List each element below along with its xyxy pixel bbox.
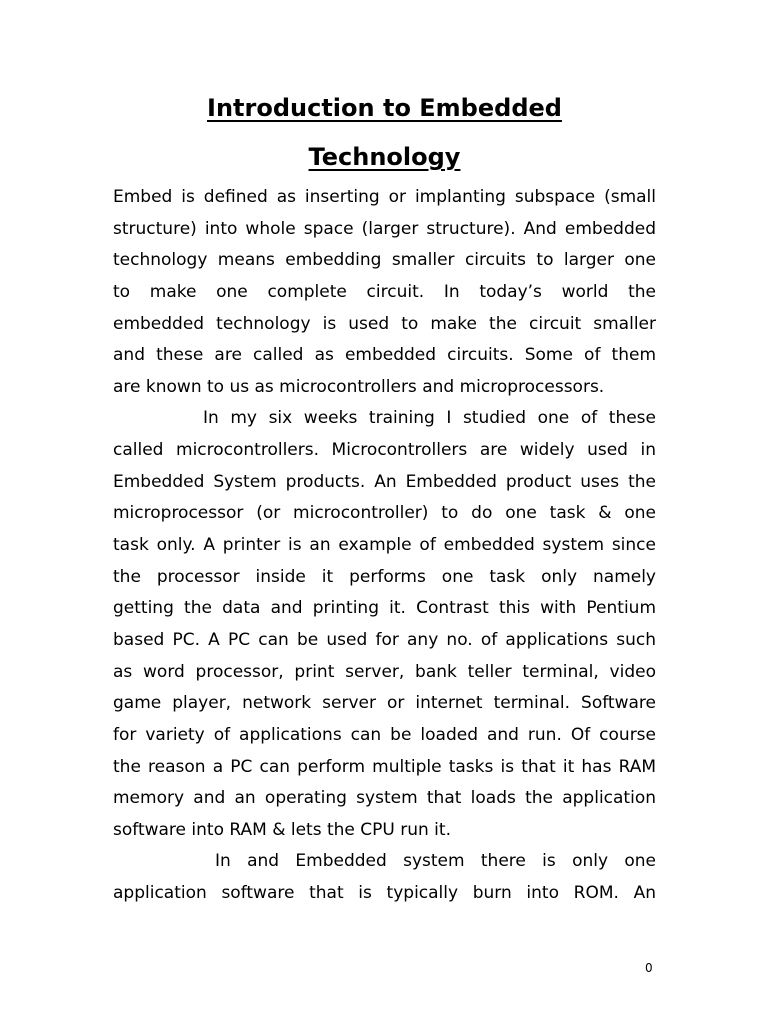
paragraph-2-line: software into RAM & lets the CPU run it. — [113, 819, 451, 840]
paragraph-1-line: are known to us as microcontrollers and microprocessors. — [113, 376, 605, 397]
page-title-line-2: Technology — [308, 143, 461, 171]
paragraph-2-line: the reason a PC can perform multiple tasks is that it has RAM — [113, 756, 656, 777]
paragraph-1-line: and these are called as embedded circuits. Some of them — [113, 345, 656, 366]
paragraph-2-line: for variety of applications can be loaded and run. Of course — [113, 724, 656, 745]
page-title-line-1: Introduction to Embedded — [207, 94, 562, 122]
paragraph-2-line: Embedded System products. An Embedded product uses the — [113, 471, 656, 492]
body-text — [113, 182, 656, 910]
paragraph-2-line: called microcontrollers. Microcontrollers are widely used in — [113, 440, 656, 461]
paragraph-3-line: application software that is typically burn into ROM. An — [113, 883, 656, 904]
paragraph-2-line: game player, network server or internet terminal. Software — [113, 693, 656, 714]
paragraph-2-line: In my six weeks training I studied one of these — [203, 408, 656, 429]
paragraph-2-line: as word processor, print server, bank teller terminal, video — [113, 661, 656, 682]
paragraph-1-line: technology means embedding smaller circuits to larger one — [113, 250, 656, 271]
paragraph-1-line: structure) into whole space (larger structure). And embedded — [113, 218, 656, 239]
paragraph-2-line: task only. A printer is an example of embedded system since — [113, 535, 656, 556]
paragraph-2-line: memory and an operating system that loads the application — [113, 788, 656, 809]
paragraph-1-line: Embed is defined as inserting or implanting subspace (small — [113, 187, 656, 207]
paragraph-3-line: In and Embedded system there is only one — [215, 851, 656, 872]
page-number: 0 — [645, 961, 653, 975]
paragraph-2-line: getting the data and printing it. Contrast this with Pentium — [113, 598, 656, 619]
paragraph-2-line: the processor inside it performs one task only namely — [113, 566, 656, 587]
paragraph-2-line: microprocessor (or microcontroller) to do one task & one — [113, 503, 656, 524]
paragraph-2-line: based PC. A PC can be used for any no. of applications such — [113, 629, 656, 650]
paragraph-1-line: to make one complete circuit. In today’s world the — [113, 281, 656, 302]
paragraph-1-line: embedded technology is used to make the circuit smaller — [113, 313, 656, 334]
